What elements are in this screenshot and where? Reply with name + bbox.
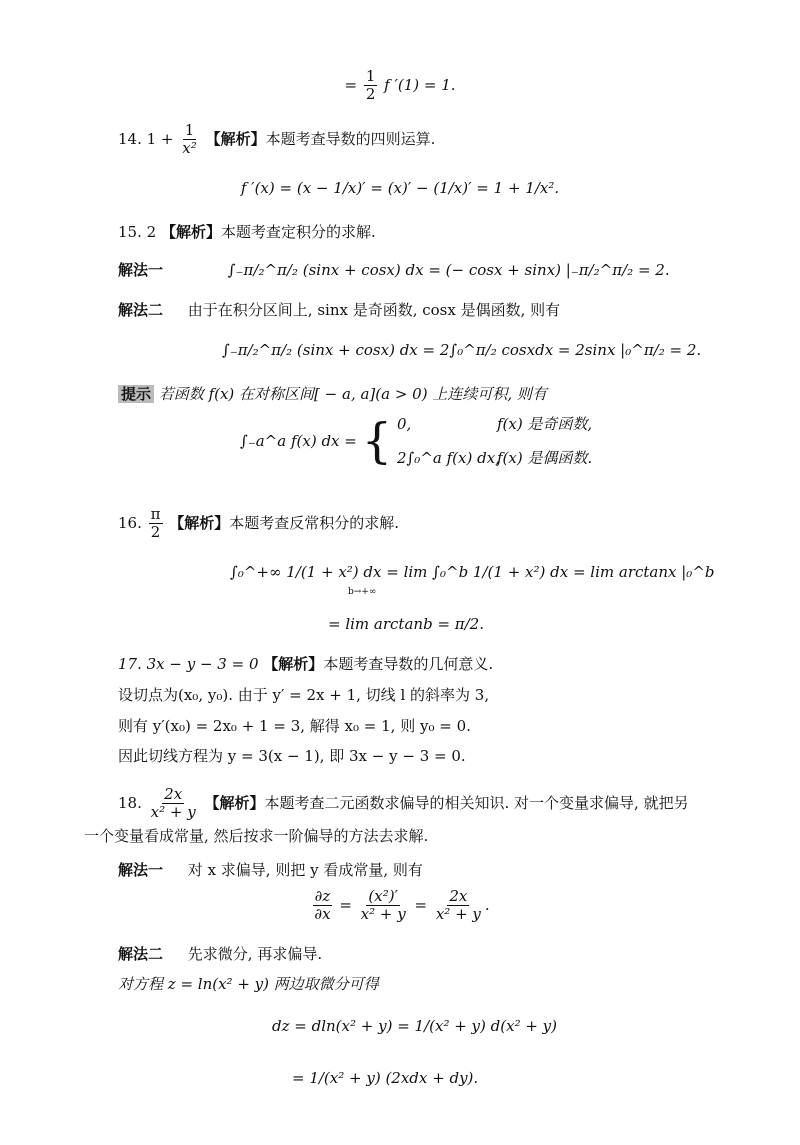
method-label: 解法一	[118, 261, 164, 279]
tip-formula: ∫₋a^a f(x) dx = { 0, f(x) 是奇函数, 2∫₀^a f(x) dx,f(x) 是偶函数.	[240, 413, 593, 469]
p18-method-2-equation-2: = 1/(x² + y) (2xdx + dy).	[292, 1069, 479, 1087]
problem-18-line-2: 一个变量看成常量, 然后按求一阶偏导的方法去求解.	[84, 827, 429, 845]
method-label: 解法一	[118, 861, 164, 879]
problem-16-equation-2: = lim arctanb = π/2.	[328, 615, 484, 633]
problem-14-heading: 14. 1 + $\frac{1}{\text{x²}}$ 【解析】本题考查导数的四则运算.	[118, 121, 436, 158]
lim-subscript: b→+∞	[348, 587, 377, 597]
method-1	[118, 260, 670, 280]
tip-text: 若函数 f(x) 在对称区间[ − a, a](a > 0) 上连续可积, 则有	[158, 385, 547, 403]
method-2-equation: ∫₋π/₂^π/₂ (sinx + cosx) dx = 2∫₀^π/₂ cosxdx = 2sinx |₀^π/₂ = 2.	[222, 341, 702, 359]
method-2: 解法二 由于在积分区间上, sinx 是奇函数, cosx 是偶函数, 则有	[118, 301, 561, 319]
method-1-equation: ∫₋π/₂^π/₂ (sinx + cosx) dx = (− cosx + sinx) |₋π/₂^π/₂ = 2.	[227, 261, 670, 279]
problem-17-line-1: 设切点为(x₀, y₀). 由于 y′ = 2x + 1, 切线 l 的斜率为 3,	[118, 686, 490, 704]
p18-method-2-line-2: 对方程 z = ln(x² + y) 两边取微分可得	[118, 975, 379, 993]
problem-15-heading: 15. 2 【解析】本题考查定积分的求解.	[118, 223, 376, 241]
method-label: 解法二	[118, 945, 164, 963]
eq-text: f ′(1) = 1.	[384, 75, 456, 94]
problem-16-heading: 16. $\frac{\pi}{2}$ 【解析】本题考查反常积分的求解.	[118, 505, 400, 542]
p18-method-2-equation-1: dz = dln(x² + y) = 1/(x² + y) d(x² + y)	[272, 1017, 558, 1035]
fraction: $\frac{1}{2}$	[365, 67, 376, 104]
problem-14-equation: f ′(x) = (x − 1/x)′ = (x)′ − (1/x)′ = 1 + 1/x².	[240, 179, 560, 197]
p18-method-1-equation: $\frac{\partial z}{\partial x}$ = $\frac{\text{(x²)′}}{\text{x² + y}}$ = $\frac{2x}{\text{x² + y}}$ .	[314, 887, 490, 924]
problem-16-equation-1: ∫₀^+∞ 1/(1 + x²) dx = lim ∫₀^b 1/(1 + x²) dx = lim arctanx |₀^b b→+∞	[230, 562, 715, 582]
eq-symbol: =	[344, 75, 358, 94]
problem-17-heading: 17. 3x − y − 3 = 0 【解析】本题考查导数的几何意义.	[118, 655, 494, 673]
tip	[118, 384, 547, 404]
problem-17-line-3: 因此切线方程为 y = 3(x − 1), 即 3x − y − 3 = 0.	[118, 747, 466, 765]
eq-line-0	[0, 68, 800, 104]
cases: 0, f(x) 是奇函数, 2∫₀^a f(x) dx,f(x) 是偶函数.	[396, 415, 593, 467]
problem-17-line-2: 则有 y′(x₀) = 2x₀ + 1 = 3, 解得 x₀ = 1, 则 y₀ = 0.	[118, 717, 471, 735]
method-label: 解法二	[118, 301, 164, 319]
p18-method-1: 解法一 对 x 求偏导, 则把 y 看成常量, 则有	[118, 861, 423, 879]
problem-18-heading: 18. $\frac{2x}{\text{x² + y}}$ 【解析】本题考查二元函数求偏导的相关知识. 对一个变量求偏导, 就把另	[118, 785, 689, 822]
tip-badge: 提示	[118, 385, 154, 403]
p18-method-2: 解法二 先求微分, 再求偏导.	[118, 945, 323, 963]
